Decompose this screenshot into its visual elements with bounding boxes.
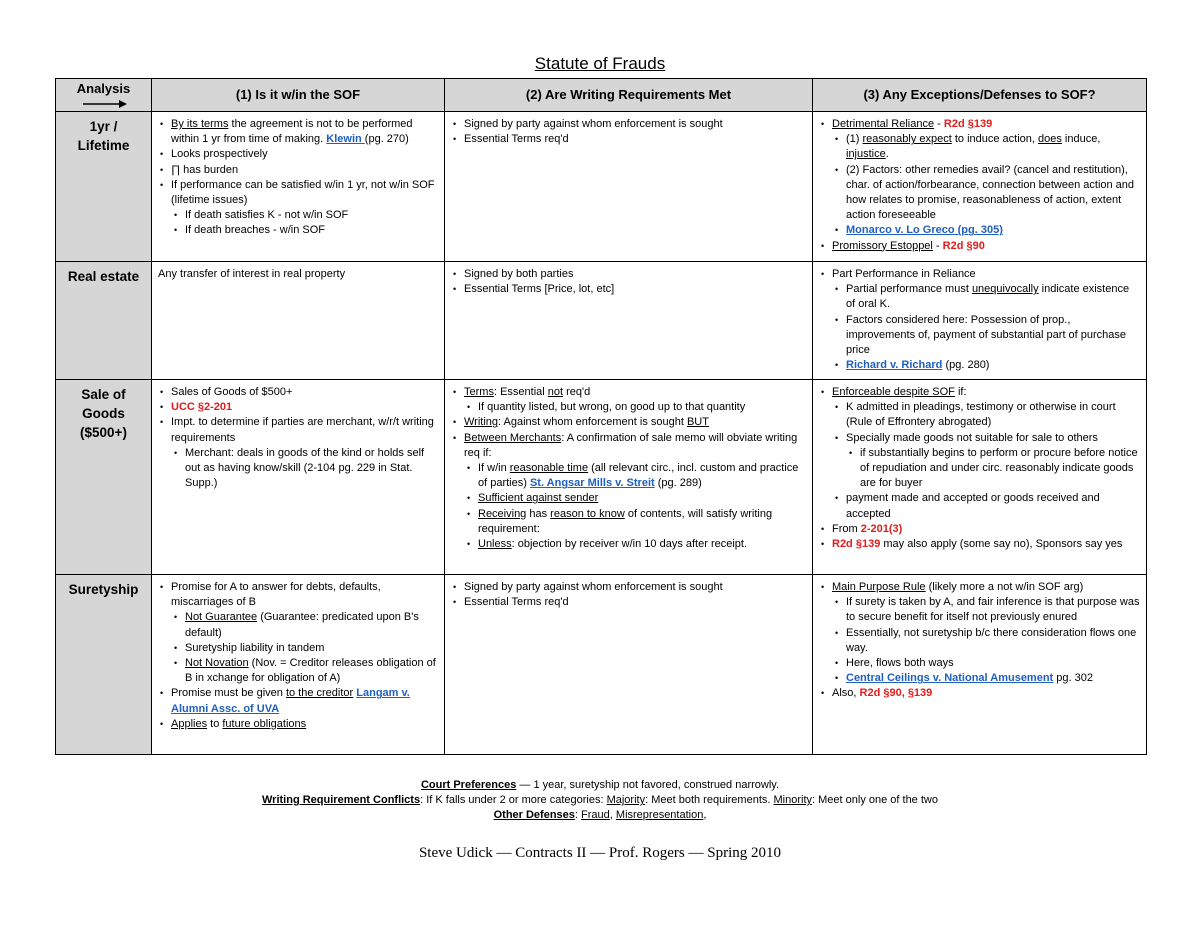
header-analysis-label: Analysis [76,81,131,97]
cell-1yr-within [152,112,445,262]
note-writing-conflicts: Writing Requirement Conflicts: If K falls under 2 or more categories: Majority: Meet both requirements. Minority: Meet only one of the two [262,794,938,806]
list-item: • Sufficient against sender [478,491,806,506]
cell-surety-writing [445,575,813,755]
row-label-suretyship: Suretyship [56,575,152,755]
list-item: • Factors considered here: Possession of prop., improvements of, payment of substantial part of purchase price [846,313,1140,359]
page-footer: Steve Udick — Contracts II — Prof. Rogers — Spring 2010 [418,845,782,861]
cell-goods-within [152,380,445,575]
list-item: • Promise must be given to the creditor Langam v. Alumni Assc. of UVA [171,686,438,716]
list-item: • Merchant: deals in goods of the kind or holds self out as having know/skill (2-104 pg. 229 in Stat. Supp.) [185,446,438,492]
list-item: • Main Purpose Rule (likely more a not w/in SOF arg) • If surety is taken by A, and fair inference is that purpose was to secure benefit for itself not previously enured • Essentially, not suretyship b/c there consideration flows one way. • Here, flows both ways • Central Ceilings v. National Amusement pg. 302 [832,580,1140,686]
list-item: • Detrimental Reliance - R2d §139 • (1) reasonably expect to induce action, does induce, injustice. • (2) Factors: other remedies avail? (cancel and restitution), char. of action/forbearance, connection between action and how relates to promise, reasonableness of action, extent action foreseeable • Monarco v. Lo Greco (pg. 305) [832,117,1140,239]
case-link-monarco[interactable]: Monarco v. Lo Greco (pg. 305) [846,224,1003,237]
list-item: • Writing: Against whom enforcement is sought BUT [464,415,806,430]
list-item: • Partial performance must unequivocally indicate existence of oral K. [846,282,1140,312]
list-item: • Essential Terms req'd [464,595,806,610]
row-1yr-lifetime [56,112,1147,262]
list-item: • (2) Factors: other remedies avail? (cancel and restitution), char. of action/forbearance, connection between action and how relates to promise, reasonableness of action, extent action foreseeable [846,163,1140,224]
list-item: • Signed by party against whom enforcement is sought [464,117,806,132]
cell-goods-exceptions [813,380,1147,575]
list-item: • Essentially, not suretyship b/c there consideration flows one way. [846,626,1140,656]
list-item: • By its terms the agreement is not to be performed within 1 yr from time of making. Klewin (pg. 270) [171,117,438,147]
list-item: • Impt. to determine if parties are merchant, w/r/t writing requirements • Merchant: deals in goods of the kind or holds self out as having know/skill (2-104 pg. 229 in Stat. Supp.) [171,415,438,491]
case-link-angsar[interactable]: St. Angsar Mills v. Streit [529,477,655,490]
header-writing-requirements: (2) Are Writing Requirements Met [445,79,813,112]
list-item: • UCC §2-201 [171,400,438,415]
list-item: • (1) reasonably expect to induce action, does induce, injustice. [846,132,1140,162]
list-item: • K admitted in pleadings, testimony or otherwise in court (Rule of Effrontery abrogated) [846,400,1140,430]
case-link-richard[interactable]: Richard v. Richard [846,359,943,372]
list-item: • Also, R2d §90, §139 [832,686,1140,701]
list-item: • payment made and accepted or goods received and accepted [846,491,1140,521]
header-row [56,79,1147,112]
cell-1yr-writing [445,112,813,262]
list-item: • ∏ has burden [171,163,438,178]
list-item [846,223,1140,238]
list-item: • Enforceable despite SOF if: • K admitted in pleadings, testimony or otherwise in court (Rule of Effrontery abrogated) • Specially made goods not suitable for sale to others • if substantially begins to perform or procure before notice of repudiation and under circ. reasonably indicate goods are for buyer • payment made and accepted or goods received and accepted [832,385,1140,522]
row-sale-of-goods [56,380,1147,575]
list-item: • Part Performance in Reliance • Partial performance must unequivocally indicate existence of oral K. • Factors considered here: Possession of prop., improvements of, payment of substantial part of purchase price • Richard v. Richard (pg. 280) [832,267,1140,373]
cell-goods-writing [445,380,813,575]
list-item: • Looks prospectively [171,147,438,162]
note-other-defenses: Other Defenses: Fraud, Misrepresentation, [493,809,707,821]
list-item: • Not Guarantee (Guarantee: predicated upon B's default) [185,610,438,640]
list-item: • Promise for A to answer for debts, defaults, miscarriages of B • Not Guarantee (Guarantee: predicated upon B's default) • Suretyship liability in tandem • Not Novation (Nov. = Creditor releases obligation of B in xchange for obligation of A) [171,580,438,686]
row-real-estate [56,262,1147,380]
list-item: • Between Merchants: A confirmation of sale memo will obviate writing req if: • If w/in reasonable time (all relevant circ., incl. custom and practice of parties) St. Angsar Mills v. Streit (pg. 289) • Sufficient against sender • Receiving has reason to know of contents, will satisfy writing requirement: • Unless: objection by receiver w/in 10 days after receipt. [464,431,806,553]
list-item: • If surety is taken by A, and fair inference is that purpose was to secure benefit for itself not previously enured [846,595,1140,625]
list-item: • Suretyship liability in tandem [185,641,438,656]
list-item: • Signed by both parties [464,267,806,282]
list-item: • If w/in reasonable time (all relevant circ., incl. custom and practice of parties) St. Angsar Mills v. Streit (pg. 289) [478,461,806,491]
right-arrow-icon [81,99,127,109]
cell-real-estate-writing [445,262,813,380]
cell-real-estate-within: Any transfer of interest in real property [152,262,445,380]
list-item: • Signed by party against whom enforcement is sought [464,580,806,595]
list-item: • Unless: objection by receiver w/in 10 days after receipt. [478,537,806,552]
cell-surety-exceptions [813,575,1147,755]
case-link-central-ceilings[interactable]: Central Ceilings v. National Amusement [846,672,1054,685]
list-item: • Central Ceilings v. National Amusement pg. 302 [846,671,1140,686]
case-link-klewin[interactable]: Klewin [326,133,365,146]
list-item: • Receiving has reason to know of contents, will satisfy writing requirement: [478,507,806,537]
list-item: • If quantity listed, but wrong, on good up to that quantity [478,400,806,415]
header-exceptions: (3) Any Exceptions/Defenses to SOF? [813,79,1147,112]
list-item: • Essential Terms [Price, lot, etc] [464,282,806,297]
list-item: • If death breaches - w/in SOF [185,223,438,238]
list-item: • Terms: Essential not req'd • If quantity listed, but wrong, on good up to that quantity [464,385,806,415]
note-court-preferences: Court Preferences — 1 year, suretyship not favored, construed narrowly. [420,779,780,791]
row-label-real-estate: Real estate [56,262,152,380]
list-item: • From 2-201(3) [832,522,1140,537]
row-label-sale-of-goods: Sale of Goods ($500+) [56,380,152,575]
header-within-sof: (1) Is it w/in the SOF [152,79,445,112]
list-item: • Essential Terms req'd [464,132,806,147]
list-item: • Applies to future obligations [171,717,438,732]
list-item: • Richard v. Richard (pg. 280) [846,358,1140,373]
row-suretyship [56,575,1147,755]
list-item: • If performance can be satisfied w/in 1 yr, not w/in SOF (lifetime issues) • If death satisfies K - not w/in SOF • If death breaches - w/in SOF [171,178,438,239]
list-item: • Not Novation (Nov. = Creditor releases obligation of B in xchange for obligation of A) [185,656,438,686]
list-item: • Promissory Estoppel - R2d §90 [832,239,1140,254]
row-label-1yr: 1yr / Lifetime [56,112,152,262]
list-item: • R2d §139 may also apply (some say no), Sponsors say yes [832,537,1140,552]
list-item: • Here, flows both ways [846,656,1140,671]
page-title: Statute of Frauds [534,54,666,73]
list-item: • If death satisfies K - not w/in SOF [185,208,438,223]
cell-surety-within [152,575,445,755]
header-analysis [56,79,152,112]
list-item: • Sales of Goods of $500+ [171,385,438,400]
cell-real-estate-exceptions [813,262,1147,380]
case-link-langam[interactable]: Langam v. Alumni Assc. of UVA [171,687,410,715]
cell-1yr-exceptions [813,112,1147,262]
notes [0,778,1200,823]
sof-table [55,78,1147,755]
list-item: • Specially made goods not suitable for sale to others • if substantially begins to perform or procure before notice of repudiation and under circ. reasonably indicate goods are for buyer [846,431,1140,492]
list-item: • if substantially begins to perform or procure before notice of repudiation and under circ. reasonably indicate goods are for buyer [860,446,1140,492]
